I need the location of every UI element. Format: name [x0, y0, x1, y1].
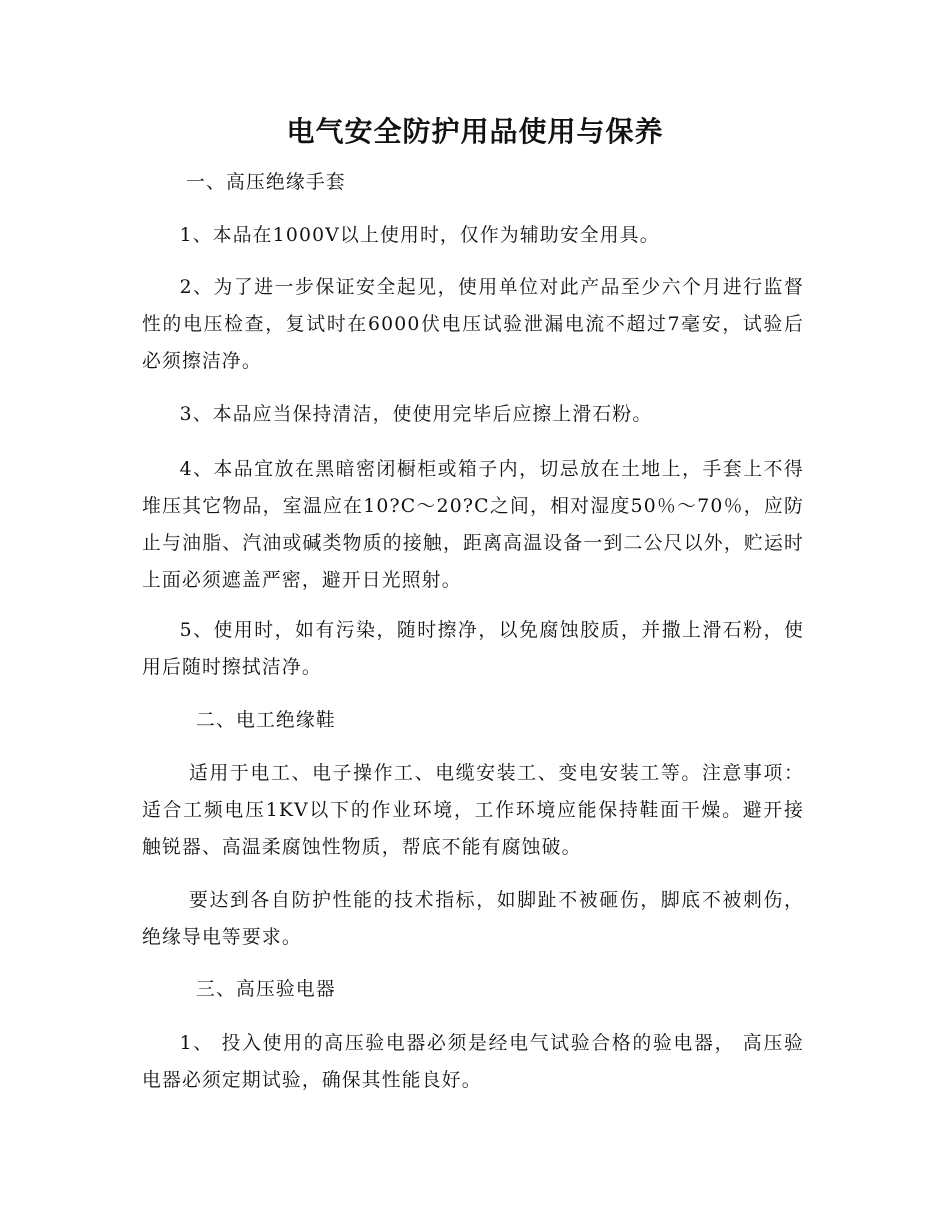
- document-title: 电气安全防护用品使用与保养: [286, 115, 664, 148]
- paragraph: 3、本品应当保持清洁，使使用完毕后应擦上滑石粉。: [179, 404, 653, 425]
- paragraph: 1、 投入使用的高压验电器必须是经电气试验合格的验电器， 高压验电器必须定期试验，确保其性能良好。: [142, 1033, 804, 1091]
- paragraph: 1、本品在1000V以上使用时，仅作为辅助安全用具。: [179, 225, 660, 246]
- paragraph: 4、本品宜放在黑暗密闭橱柜或箱子内，切忌放在土地上，手套上不得堆压其它物品，室温应在10?C～20?C之间，相对湿度50％～70％，应防止与油脂、汽油或碱类物质的接触，距离高温设备一到二公尺以外，贮运时上面必须遮盖严密，避开日光照射。: [142, 459, 804, 591]
- section-heading-gloves: 一、高压绝缘手套: [186, 172, 346, 193]
- section-heading-detector: 三、高压验电器: [196, 979, 336, 1000]
- section-heading-shoes: 二、电工绝缘鞋: [196, 710, 336, 731]
- paragraph: 5、使用时，如有污染，随时擦净，以免腐蚀胶质，并撒上滑石粉，使用后随时擦拭洁净。: [142, 620, 804, 678]
- paragraph: 2、为了进一步保证安全起见，使用单位对此产品至少六个月进行监督性的电压检查，复试时在6000伏电压试验泄漏电流不超过7毫安，试验后必须擦洁净。: [142, 277, 804, 372]
- paragraph: 要达到各自防护性能的技术指标，如脚趾不被砸伤，脚底不被刺伤，绝缘导电等要求。: [142, 890, 804, 948]
- paragraph: 适用于电工、电子操作工、电缆安装工、变电安装工等。注意事项：适合工频电压1KV以下的作业环境，工作环境应能保持鞋面干燥。避开接触锐器、高温柔腐蚀性物质，帮底不能有腐蚀破。: [142, 763, 804, 858]
